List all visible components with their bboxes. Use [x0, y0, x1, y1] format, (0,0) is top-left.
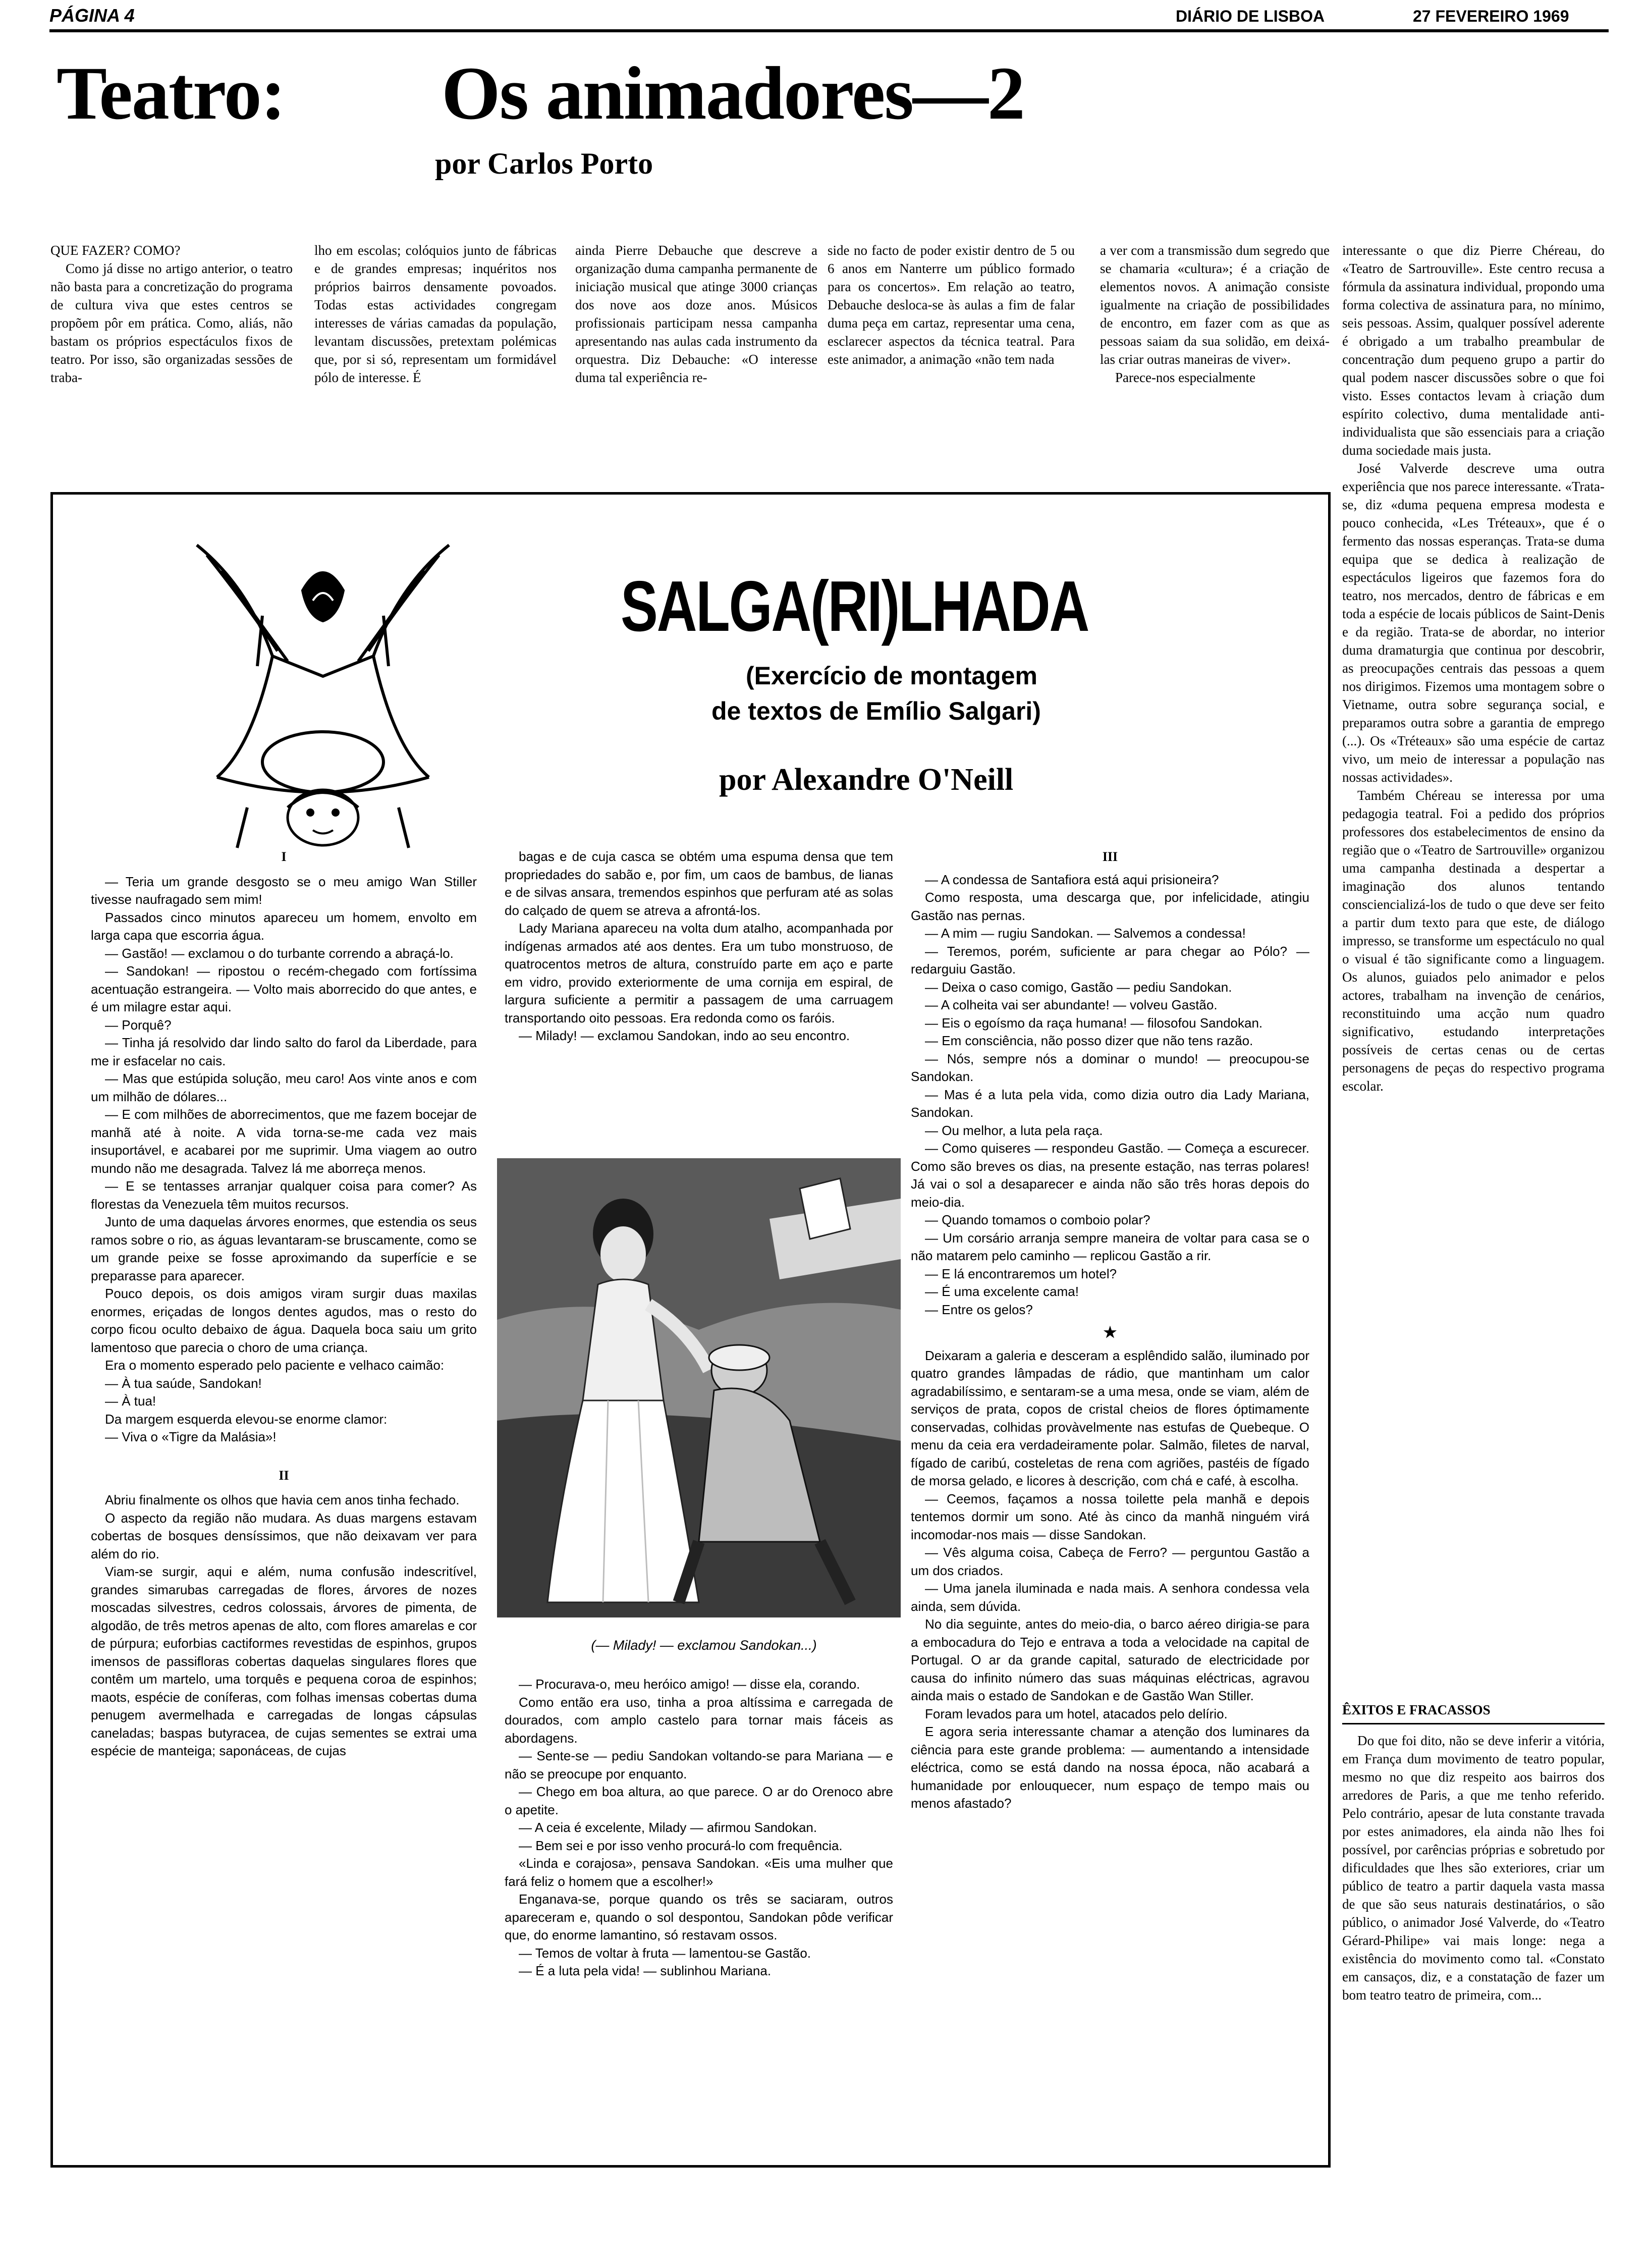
teatro-right-para-1: interessante o que diz Pierre Chéreau, do «Teatro de Sartrouville». Este centro recusa a fórmula da assinatura individual, propondo uma forma colectiva de assinatura para, no mínimo, seis pessoas. Assim, qualquer possível aderente é obrigado a um trabalho preambular de concentração dum pequeno grupo a partir do qual podem nascer discussões sobre o que foi visto. Esses contactos levam à criação dum espírito colectivo, duma mentalidade anti-individualista que são essenciais para a criação duma sociedade mais justa. — [1342, 243, 1605, 458]
midb-para-5: — A ceia é excelente, Milady — afirmou Sandokan. — [519, 1820, 817, 1835]
sec3-para-14: — Um corsário arranja sempre maneira de voltar para casa se o não matarem pelo caminho — replicou Gastão a rir. — [911, 1230, 1309, 1263]
headline-byline: por Carlos Porto — [435, 147, 653, 180]
midb-para-8: Enganava-se, porque quando os três se saciaram, outros apareceram e, quando o sol despontou, Sandokan pôde verificar que, do enorme lamantino, só restavam ossos. — [505, 1892, 893, 1942]
teatro-col5b-text: Parece-nos especialmente — [1115, 370, 1256, 385]
sec3-para-4: — Teremos, porém, suficiente ar para chegar ao Pólo? — redarguiu Gastão. — [911, 943, 1309, 977]
sec1-heading: I — [281, 849, 287, 864]
salga-col-left — [91, 848, 477, 2160]
masthead-rule — [49, 29, 1609, 32]
sec1-para-1: — Teria um grande desgosto se o meu amigo Wan Stiller tivesse naufragado sem mim! — [91, 874, 477, 907]
midb-para-1: — Procurava-o, meu heróico amigo! — disse ela, corando. — [519, 1677, 860, 1692]
sec3-para-16: — É uma excelente cama! — [925, 1284, 1079, 1299]
teatro-col-5 — [1100, 241, 1330, 463]
sec1-para-9: — E se tentasses arranjar qualquer coisa para comer? As florestas da Venezuela têm muitos recursos. — [91, 1178, 477, 1212]
sec3-para-2: Como resposta, uma descarga que, por infelicidade, atingiu Gastão nas pernas. — [911, 890, 1309, 923]
sec1-para-6: — Tinha já resolvido dar lindo salto do farol da Liberdade, para me ir esfacelar no cais. — [91, 1035, 477, 1068]
masthead-date: 27 FEVEREIRO 1969 — [1413, 7, 1569, 25]
midb-para-9: — Temos de voltar à fruta — lamentou-se Gastão. — [519, 1945, 811, 1961]
teatro-col-4 — [828, 241, 1075, 463]
exitos-text: Do que foi dito, não se deve inferir a vitória, em França dum movimento de teatro popular, mesmo no que diz respeito aos bairros dos arredores de Paris, a que me tenho referido. Pelo contrário, apesar de luta constante travada por estes animadores, ela ainda não lhes foi possível, por carências próprias e sobretudo por dificuldades que lhes são exteriores, criar um público de teatro a partir daquela vasta massa de que são seus naturais destinatários, o são público, o animador José Valverde, do «Teatro Gérard-Philipe» vai mais longe: nega a existência do movimento como tal. «Constato em cansaços, diz, e a constatação de fazer um bom teatro teatro de primeira, com... — [1342, 1733, 1605, 2003]
midb-para-4: — Chego em boa altura, ao que parece. O ar do Orenoco abre o apetite. — [505, 1784, 893, 1817]
headline-section: Teatro: — [57, 51, 285, 135]
midb-para-7: «Linda e corajosa», pensava Sandokan. «Eis uma mulher que fará feliz o homem que a escolher!» — [505, 1856, 893, 1889]
sec1-para-16: — Viva o «Tigre da Malásia»! — [105, 1429, 277, 1444]
sec3b-para-5: No dia seguinte, antes do meio-dia, o barco aéreo dirigia-se para a embocadura do Tejo e entrava a toda a velocidade na capital de Portugal. O ar da grande capital, saturado de electricidade por causa do infinito número das suas máquinas eléctricas, agravou ainda mais o estado de Sandokan e de Gastão Wan Stiller. — [911, 1616, 1309, 1703]
star-separator: ★ — [1103, 1324, 1117, 1341]
sec3-para-12: — Como quiseres — respondeu Gastão. — Começa a escurecer. Como são breves os dias, na presente estação, nas terras polares! Já vai o sol a desaparecer e ainda não são três horas depois do meio-dia. — [911, 1141, 1309, 1210]
sec3-para-6: — A colheita vai ser abundante! — volveu Gastão. — [925, 997, 1218, 1012]
sec3-para-7: — Eis o egoísmo da raça humana! — filosofou Sandokan. — [925, 1015, 1263, 1031]
midb-para-10: — É a luta pela vida! — sublinhou Mariana. — [519, 1963, 772, 1978]
mid-para-1: bagas e de cuja casca se obtém uma espuma densa que tem propriedades do sabão e, por fim, um caos de bambus, de lianas e de silvas ansara, tremendos espinhos que perfuram até as solas do calçado de quem se atreva a afrontá-los. — [505, 849, 893, 918]
teatro-right-col — [1342, 241, 1605, 1700]
sec1-para-4: — Sandokan! — ripostou o recém-chegado com fortíssima acentuação estrangeira. — Volto mais aborrecido do que antes, e é um milagre estar aqui. — [91, 963, 477, 1014]
sec3-para-17: — Entre os gelos? — [925, 1302, 1033, 1317]
teatro-right-para-2: José Valverde descreve uma outra experiência que nos parece interessante. «Trata-se, diz «duma pequena empresa modesta e pouco conhecida, «Les Tréteaux», que é o fermento das nossas esperanças. Trata-se duma equipa que se dedica à realização de espectáculos ligeiros que fazemos fora do teatro, nos mercados, dentro de fábricas e em toda a espécie de locais públicos de Saint-Denis e da região. Trata-se de abordar, no interior duma dramaturgia que continua por descobrir, as preocupações centrais das pessoas a quem nos dirigimos. Fizemos uma montagem sobre o Vietname, outra sobre segurança social, e preparamos outra sobre a garantia de emprego (...). Os «Tréteaux» são uma espécie de cartaz vivo, um meio de interessar a população nas nossas actividades». — [1342, 461, 1605, 785]
sec1-para-12: Era o momento esperado pelo paciente e velhaco caimão: — [105, 1358, 445, 1373]
teatro-subhead: QUE FAZER? COMO? — [50, 243, 181, 258]
sec3b-para-7: E agora seria interessante chamar a atenção dos luminares da ciência para este grande problema: — aumentando a intensidade eléctrica, como se está dando na nossa época, não acabará a humanidade por enlouquecer, num espaço de tempo mais ou menos afastado? — [911, 1724, 1309, 1811]
sec3-para-5: — Deixa o caso comigo, Gastão — pediu Sandokan. — [925, 979, 1232, 995]
teatro-col3-text: ainda Pierre Debauche que descreve a organização duma campanha permanente de iniciação musical que atinge 3000 crianças dos nove aos doze anos. Músicos profissionais participam nessa campanha apresentando nas aulas cada instrumento da orquestra. Diz Debauche: «O interesse duma tal experiência re- — [575, 243, 817, 385]
teatro-col-3 — [575, 241, 817, 463]
sec1-para-10: Junto de uma daquelas árvores enormes, que estendia os seus ramos sobre o rio, as águas levantaram-se bruscamente, como se um grande peixe se fosse aproximando da superfície e se preparasse para aparecer. — [91, 1214, 477, 1283]
sec1-para-2: Passados cinco minutos apareceu um homem, envolto em larga capa que escorria água. — [91, 909, 477, 943]
sec3-para-3: — A mim — rugiu Sandokan. — Salvemos a condessa! — [925, 926, 1246, 941]
sec1-para-11: Pouco depois, os dois amigos viram surgir duas maxilas enormes, eriçadas de longos dentes agudos, mas o resto do corpo ficou oculto debaixo de água. Daquela boca saiu um grito lamentoso que parecia o choro de uma criança. — [91, 1286, 477, 1355]
sec2-para-3: Viam-se surgir, aqui e além, numa confusão indescritível, grandes simarubas carregadas de flores, árvores de nozes moscadas silvestres, cedros colossais, árvores de pimenta, de algodão, de três metros apenas de alto, com flores amarelas e cor de púrpura; euforbias cactiformes revestidas de espinhos, grupos imensos de passifloras cobertas daquelas singulares flores que contêm um martelo, uma torquês e pequena coroa de espinhos; maots, espécie de coníferas, com folhas imensas cobertas duma penugem avermelhada e carregadas de longas cápsulas caneladas; baspas butyracea, de cujas sementes se extrai uma espécie de manteiga; saponáceas, de cujas — [91, 1564, 477, 1758]
salga-subtitle-1: (Exercício de montagem — [746, 662, 1037, 690]
emblem-winged-head — [187, 525, 459, 853]
mid-para-2: Lady Mariana apareceu na volta dum atalho, acompanhada por indígenas armados até aos dentes. Era um tubo monstruoso, de quatrocentos metros de altura, construído parte em aço e parte em vidro, provido exteriormente de uma cornija em espiral, de largura suficiente a permitir a passagem de uma carruagem transportando oito pessoas. Era redonda como os faróis. — [505, 921, 893, 1025]
salga-subtitle-2: de textos de Emílio Salgari) — [711, 697, 1041, 725]
teatro-exitos — [1342, 1701, 1605, 2261]
teatro-col2-text: lho em escolas; colóquios junto de fábricas e de grandes empresas; inquéritos nos próprios bairros densamente povoados. Todas estas actividades congregam interesses de várias camadas da população, levantam discussões, pretextam polémicas que, por si só, representam um formidável pólo de interesse. É — [314, 243, 557, 385]
sec3-para-8: — Em consciência, não posso dizer que não tens razão. — [925, 1033, 1253, 1048]
salga-byline: por Alexandre O'Neill — [719, 763, 1014, 797]
salga-col-mid-bottom — [505, 1676, 893, 2160]
teatro-col-1 — [50, 241, 293, 463]
illustration-caption: (— Milady! — exclamou Sandokan...) — [591, 1638, 817, 1653]
midb-para-2: Como então era uso, tinha a proa altíssima e carregada de dourados, com amplo castelo para tornar mais fáceis as abordagens. — [505, 1694, 893, 1746]
masthead-newspaper: DIÁRIO DE LISBOA — [1176, 7, 1325, 25]
salga-title: SALGA(RI)LHADA — [621, 566, 1089, 646]
sec3-para-13: — Quando tomamos o comboio polar? — [925, 1212, 1150, 1227]
sec1-para-5: — Porquê? — [105, 1017, 172, 1033]
sec3b-para-1: Deixaram a galeria e desceram a esplêndido salão, iluminado por quatro grandes lâmpadas de rádio, que mantinham um calor agradabilíssimo, e sentaram-se a uma mesa, onde se viam, além de serviços de prata, copos de cristal cheios de flores óptimamente conservadas, colhidas provàvelmente nas estufas de Quebeque. O menu da ceia era verdadeiramente polar. Salmão, filetes de narval, fígado de caribú, costeletas de rena com agriões, pastéis de fígado de morsa gelado, e licores à descrição, com chá e café, à escolha. — [911, 1347, 1309, 1488]
teatro-col4-text: side no facto de poder existir dentro de 5 ou 6 anos em Nanterre um público formado para os concertos». Em relação ao teatro, Debauche desloca-se às aulas a fim de falar duma peça em cartaz, representar uma cena, esclarecer aspectos da técnica teatral. Para este animador, a animação «não tem nada — [828, 243, 1075, 367]
page-label: PÁGINA 4 — [49, 5, 135, 26]
salga-col-mid-top — [505, 848, 893, 1146]
sec3-para-10: — Mas é a luta pela vida, como dizia outro dia Lady Mariana, Sandokan. — [911, 1087, 1309, 1120]
exitos-subhead: ÊXITOS E FRACASSOS — [1342, 1702, 1491, 1717]
sec2-para-2: O aspecto da região não mudara. As duas margens estavam cobertas de bosques densíssimos, que não deixavam ver para além do rio. — [91, 1510, 477, 1561]
sec3b-para-2: — Ceemos, façamos a nossa toilette pela manhã e depois tentemos dormir um sono. Até às cinco da manhã ninguém virá incomodar-nos mais — disse Sandokan. — [911, 1491, 1309, 1542]
headline-title: Os animadores—2 — [442, 51, 1024, 135]
sec1-para-7: — Mas que estúpida solução, meu caro! Aos vinte anos e com um milhão de dólares... — [91, 1071, 477, 1104]
teatro-col-2 — [314, 241, 557, 463]
sec1-para-3: — Gastão! — exclamou o do turbante correndo a abraçá-lo. — [105, 945, 454, 961]
sec3b-para-4: — Uma janela iluminada e nada mais. A senhora condessa vela ainda, sem dúvida. — [911, 1581, 1309, 1614]
sec1-para-13: — À tua saúde, Sandokan! — [105, 1375, 262, 1391]
sec3-para-1: — A condessa de Santafiora está aqui prisioneira? — [925, 872, 1219, 887]
illustration-milady — [497, 1158, 901, 1617]
sec3-para-9: — Nós, sempre nós a dominar o mundo! — preocupou-se Sandokan. — [911, 1051, 1309, 1084]
teatro-col5-text: a ver com a transmissão dum segredo que se chamaria «cultura»; é a criação de elementos novos. A animação consiste igualmente na criação de possibilidades de encontro, em fazer com as que as pessoas saiam da sua solidão, em deixá-las criar outras maneiras de viver». — [1100, 243, 1330, 367]
teatro-right-para-3: Também Chéreau se interessa por uma pedagogia teatral. Foi a pedido dos próprios professores dos estabelecimentos de ensino da região que o «Teatro de Sartrouville» organizou uma campanha destinada a despertar a imaginação dos alunos tentando consciencializá-los de tudo o que deve ser feito a partir dum texto para que este, de diálogo impresso, se transforme um espectáculo no qual o visual é tão significante como a linguagem. Os alunos, guiados pelo animador e pelos actores, trabalham na invenção de cenários, reconstituindo uma acção num quadro significativo, estudando interpretações possíveis de certas cenas ou de certas personagens de peças do respectivo programa escolar. — [1342, 788, 1605, 1094]
sec3b-para-6: Foram levados para um hotel, atacados pelo delírio. — [925, 1706, 1228, 1721]
sec3-para-11: — Ou melhor, a luta pela raça. — [925, 1122, 1103, 1138]
sec3b-para-3: — Vês alguma coisa, Cabeça de Ferro? — perguntou Gastão a um dos criados. — [911, 1545, 1309, 1578]
sec3-heading: III — [1102, 849, 1118, 864]
sec1-para-8: — E com milhões de aborrecimentos, que me fazem bocejar de manhã até à noite. A vida torna-se-me cada vez mais insuportável, e acabarei por me suprimir. Uma viagem ao outro mundo não me desagrada. Talvez lá me aborreça menos. — [91, 1107, 477, 1176]
sec2-para-1: Abriu finalmente os olhos que havia cem anos tinha fechado. — [105, 1492, 460, 1507]
mid-para-3: — Milady! — exclamou Sandokan, indo ao seu encontro. — [519, 1028, 850, 1043]
sec2-heading: II — [279, 1468, 289, 1483]
emblem-face — [288, 790, 358, 845]
teatro-col1-text: Como já disse no artigo anterior, o teatro não basta para a concretização do programa de cultura viva que estes centros se propõem pôr em prática. Como, aliás, não bastam os próprios espectáculos fixos de teatro. Por isso, são organizadas sessões de traba- — [50, 261, 293, 385]
midb-para-3: — Sente-se — pediu Sandokan voltando-se para Mariana — e não se preocupe por enquanto. — [505, 1748, 893, 1781]
midb-para-6: — Bem sei e por isso venho procurá-lo com frequência. — [519, 1838, 843, 1853]
salga-col-right — [911, 848, 1309, 2160]
sec3-para-15: — E lá encontraremos um hotel? — [925, 1266, 1117, 1281]
sec1-para-14: — À tua! — [105, 1393, 156, 1409]
exitos-rule — [1342, 1723, 1605, 1724]
sec1-para-15: Da margem esquerda elevou-se enorme clamor: — [105, 1411, 388, 1427]
